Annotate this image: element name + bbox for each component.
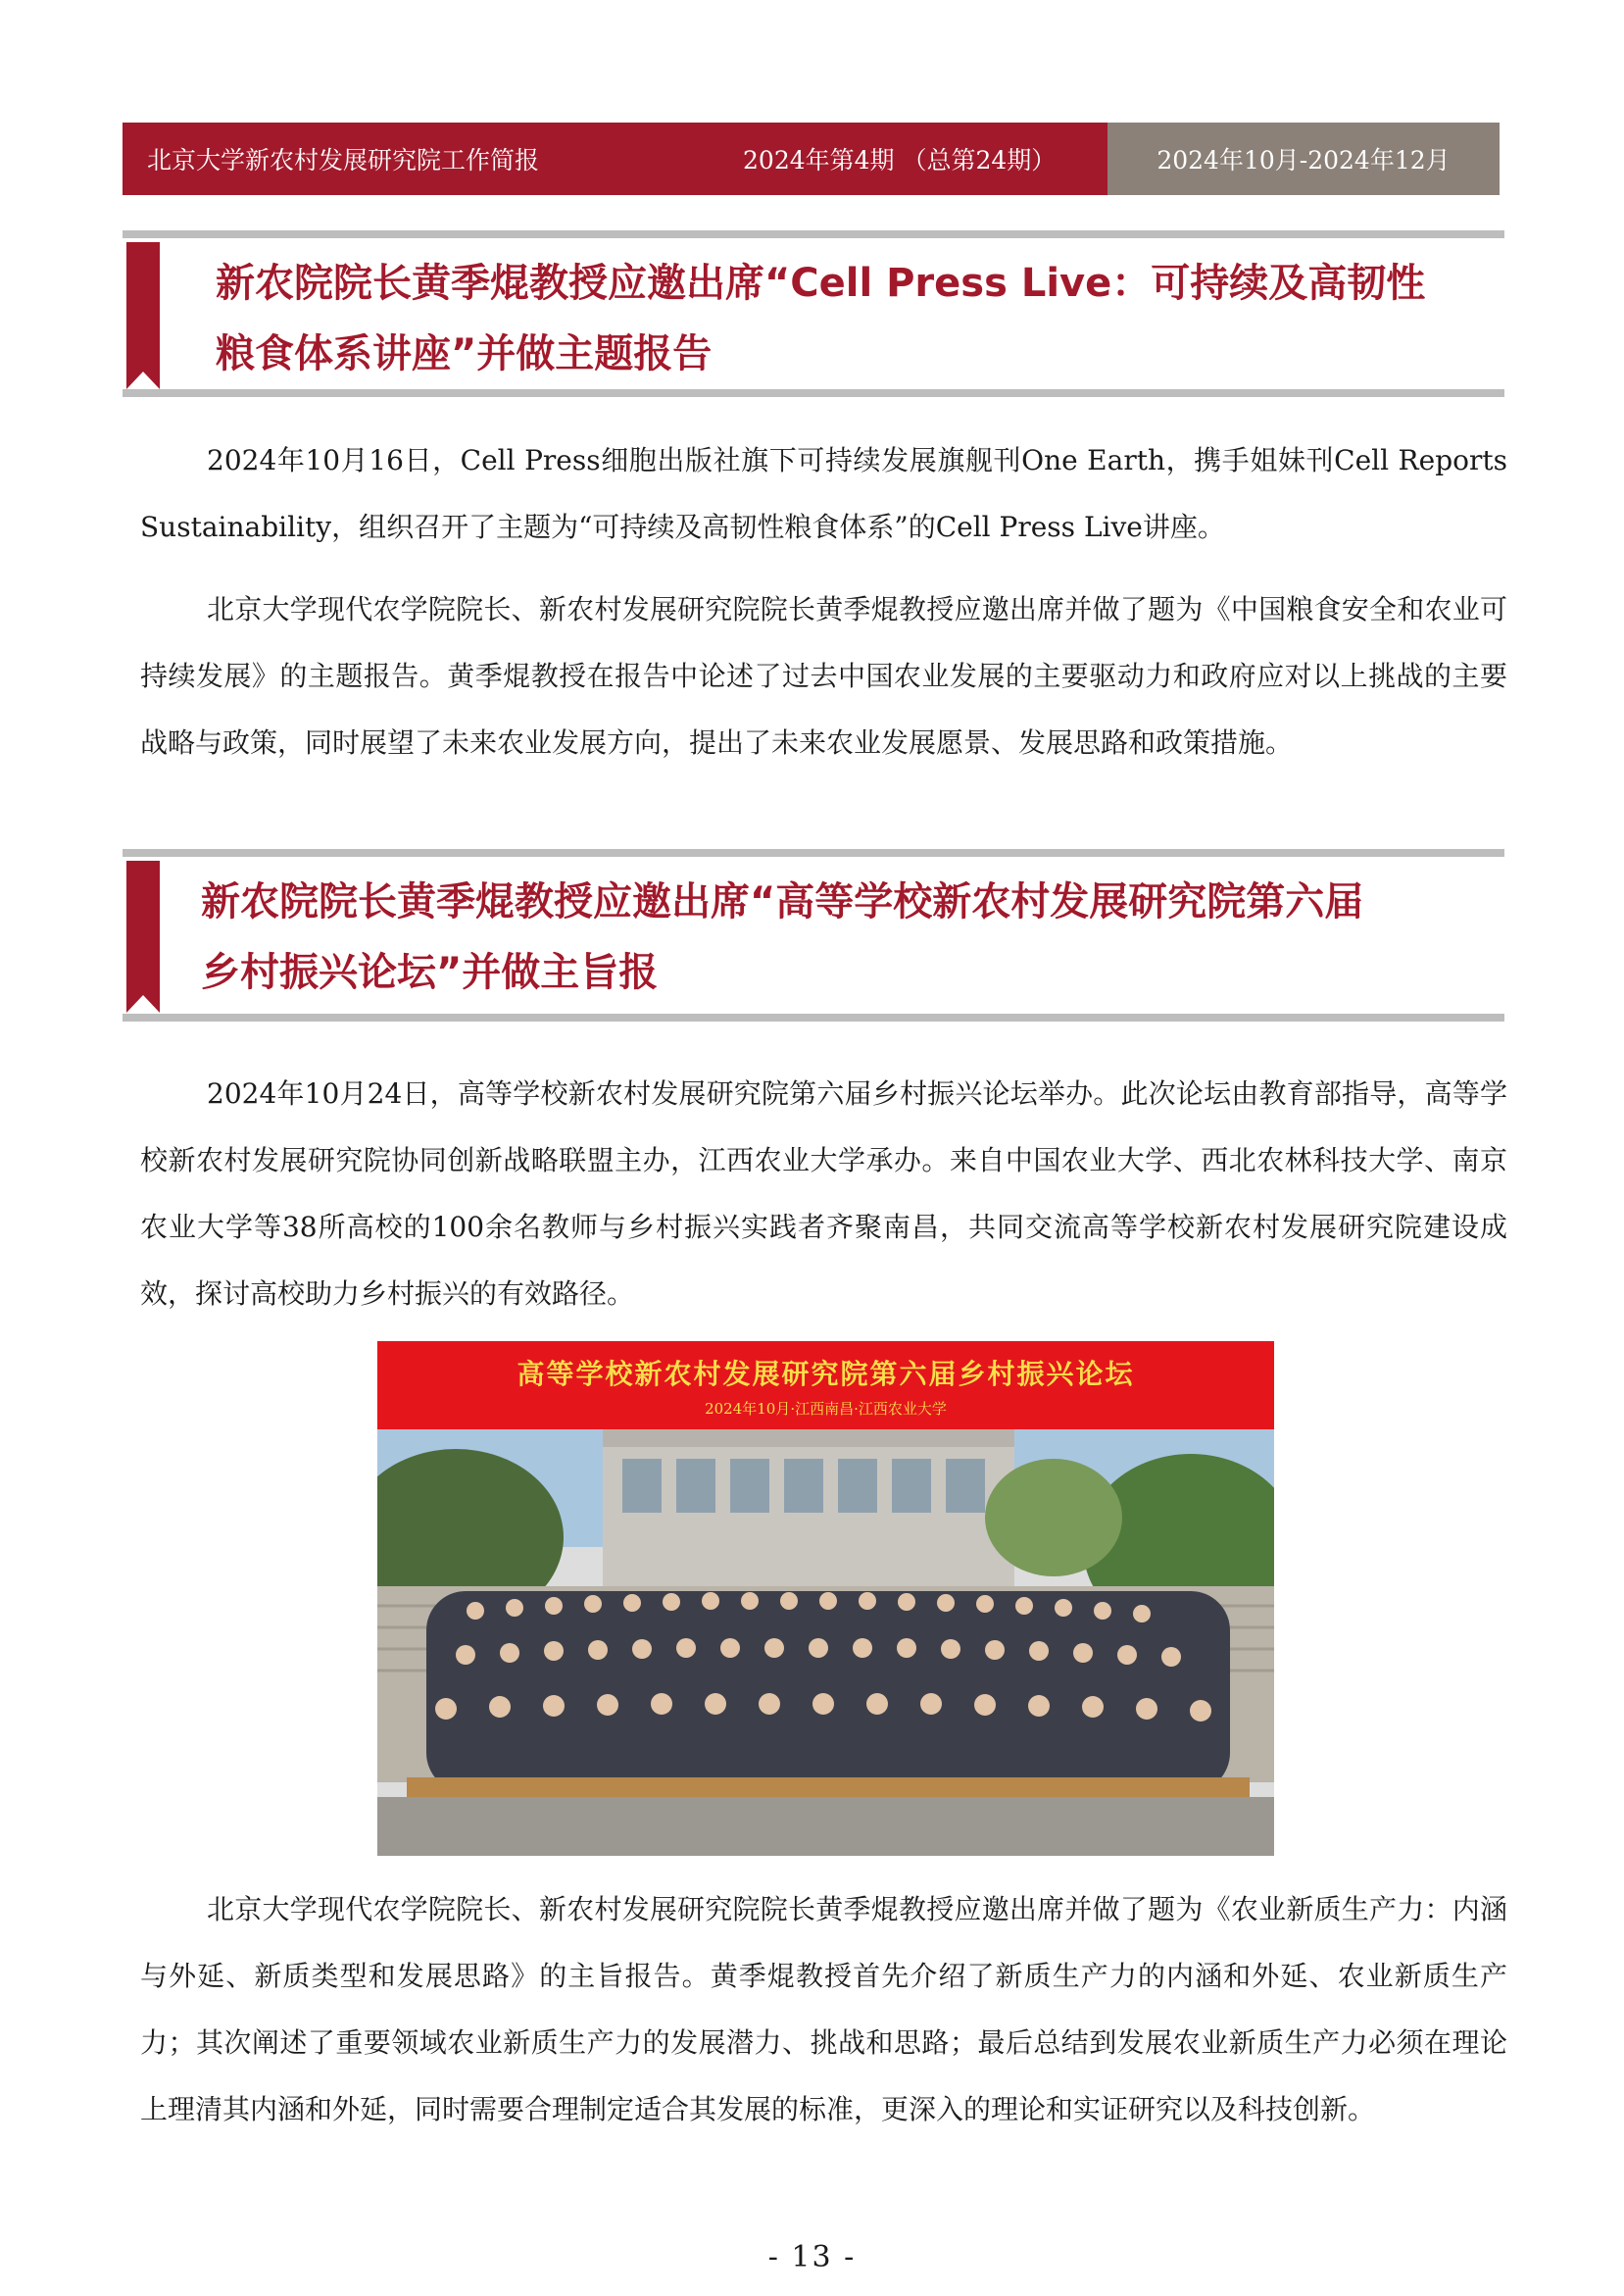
section-1-heading-line-2: 粮食体系讲座”并做主题报告 (216, 331, 713, 376)
header-grey-band (1107, 123, 1500, 195)
page-header (123, 123, 1500, 195)
heading-flag-marker (126, 861, 160, 1013)
header-issue: 2024年第4期 （总第24期） (743, 146, 1057, 175)
page-number: - 13 - (767, 2240, 857, 2274)
section-1-heading-block (123, 230, 1504, 402)
section-2-heading-line-2: 乡村振兴论坛”并做主旨报 (201, 950, 659, 995)
section-1-heading (216, 248, 1425, 389)
header-org-title: 北京大学新农村发展研究院工作简报 (147, 146, 540, 175)
heading-top-rule (123, 230, 1504, 238)
group-photo (377, 1341, 1274, 1856)
photo-banner-title: 高等学校新农村发展研究院第六届乡村振兴论坛 (517, 1358, 1135, 1390)
section-1-heading-line-1: 新农院院长黄季焜教授应邀出席“Cell Press Live：可持续及高韧性 (216, 261, 1426, 306)
section-1-paragraph-2: 北京大学现代农学院院长、新农村发展研究院院长黄季焜教授应邀出席并做了题为《中国粮食安全和农业可持续发展》的主题报告。黄季焜教授在报告中论述了过去中国农业发展的主要驱动力和政府应对以上挑战的主要战略与政策，同时展望了未来农业发展方向，提出了未来农业发展愿景、发展思路和政策措施。 (140, 593, 1507, 759)
section-1-paragraph-1: 2024年10月16日，Cell Press细胞出版社旗下可持续发展旗舰刊One Earth，携手姐妹刊Cell Reports Sustainability，组织召开了主题为“可持续及高韧性粮食体系”的Cell Press Live讲座。 (140, 444, 1507, 543)
photo-banner (377, 1341, 1274, 1429)
photo-banner-subtitle: 2024年10月·江西南昌·江西农业大学 (705, 1400, 947, 1418)
heading-bottom-rule (123, 389, 1504, 397)
section-2-heading (201, 867, 1363, 1008)
heading-flag-marker (126, 242, 160, 389)
heading-bottom-rule (123, 1014, 1504, 1022)
header-date-range: 2024年10月-2024年12月 (1156, 146, 1451, 175)
section-2-heading-block (123, 849, 1504, 1025)
heading-top-rule (123, 849, 1504, 857)
section-2-paragraph-2: 北京大学现代农学院院长、新农村发展研究院院长黄季焜教授应邀出席并做了题为《农业新质生产力：内涵与外延、新质类型和发展思路》的主旨报告。黄季焜教授首先介绍了新质生产力的内涵和外延、农业新质生产力；其次阐述了重要领域农业新质生产力的发展潜力、挑战和思路；最后总结到发展农业新质生产力必须在理论上理清其内涵和外延，同时需要合理制定适合其发展的标准，更深入的理论和实证研究以及科技创新。 (140, 1893, 1507, 2125)
section-2-heading-line-1: 新农院院长黄季焜教授应邀出席“高等学校新农村发展研究院第六届 (201, 879, 1364, 924)
header-red-band (123, 123, 1107, 195)
section-2-paragraph-1: 2024年10月24日，高等学校新农村发展研究院第六届乡村振兴论坛举办。此次论坛由教育部指导，高等学校新农村发展研究院协同创新战略联盟主办，江西农业大学承办。来自中国农业大学、西北农林科技大学、南京农业大学等38所高校的100余名教师与乡村振兴实践者齐聚南昌，共同交流高等学校新农村发展研究院建设成效，探讨高校助力乡村振兴的有效路径。 (140, 1077, 1507, 1310)
